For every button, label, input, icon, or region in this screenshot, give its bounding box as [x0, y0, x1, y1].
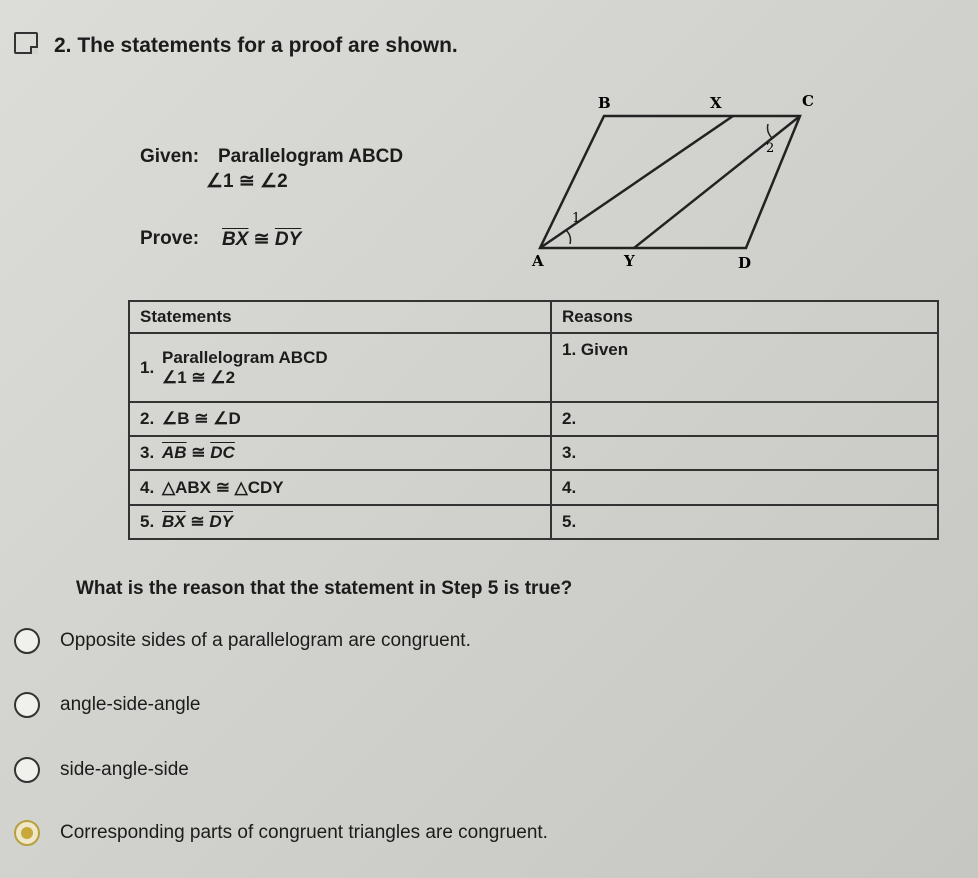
table-row [129, 505, 938, 539]
statement-5 [129, 505, 551, 539]
step-number: 1. [140, 357, 155, 377]
step-number: 4. [140, 477, 155, 497]
given-label: Given: [140, 146, 200, 167]
reason-1: 1. Given [551, 333, 938, 402]
radio-button-icon[interactable] [14, 692, 40, 718]
answer-option-label: angle-side-angle [60, 694, 201, 715]
segment-bx: $\overline{BX}$ [222, 229, 249, 250]
prove-label: Prove: [140, 228, 200, 249]
step-number: 5. [140, 511, 155, 531]
congruent-symbol: ≅ [185, 511, 210, 531]
statement-4-text: △ABX ≅ △CDY [162, 477, 284, 497]
statement-1-line1: Parallelogram ABCD [162, 347, 328, 367]
label-d: D [738, 254, 752, 272]
label-angle-2: 2 [766, 141, 775, 156]
statement-1 [129, 333, 551, 402]
radio-button-icon[interactable] [14, 757, 40, 783]
segment-ax [540, 116, 733, 248]
statement-3 [129, 436, 551, 470]
header-reasons: Reasons [551, 301, 938, 333]
segment-yc [634, 116, 800, 248]
parallelogram-abcd [540, 116, 800, 248]
congruent-symbol: ≅ [248, 229, 275, 250]
label-angle-1: 1 [572, 211, 581, 226]
segment-dy: $\overline{DY}$ [209, 511, 233, 531]
reason-2: 2. [551, 402, 938, 436]
reason-3: 3. [551, 436, 938, 470]
question-prompt: What is the reason that the statement in Step 5 is true? [76, 578, 573, 599]
segment-ab: $\overline{AB}$ [162, 443, 187, 463]
proof-table [128, 300, 939, 540]
label-c: C [802, 92, 814, 110]
label-b: B [598, 94, 611, 112]
parallelogram-diagram [520, 88, 820, 278]
statement-2 [129, 402, 551, 436]
question-title: 2. The statements for a proof are shown. [54, 34, 458, 57]
step-number: 2. [140, 408, 155, 428]
angle-mark-1 [566, 230, 571, 244]
reason-4: 4. [551, 470, 938, 504]
given-statement-1: Parallelogram ABCD [218, 146, 404, 167]
answer-option-1[interactable] [14, 626, 471, 656]
label-a: A [532, 252, 544, 270]
flag-icon[interactable] [14, 32, 38, 54]
answer-option-label: Corresponding parts of congruent triangles are congruent. [60, 822, 548, 843]
table-row [129, 436, 938, 470]
statement-1-line2: ∠1 ≅ ∠2 [162, 367, 236, 387]
statement-2-text: ∠B ≅ ∠D [162, 408, 241, 428]
given-statement-2: ∠1 ≅ ∠2 [206, 171, 288, 192]
answer-option-label: Opposite sides of a parallelogram are congruent. [60, 630, 471, 651]
segment-dy: $\overline{DY}$ [274, 229, 302, 250]
prove-statement [222, 228, 301, 251]
answer-option-label: side-angle-side [60, 759, 189, 780]
statement-4 [129, 470, 551, 504]
radio-button-selected-icon[interactable] [14, 820, 40, 846]
table-row [129, 402, 938, 436]
header-statements: Statements [129, 301, 551, 333]
answer-option-4[interactable] [14, 818, 548, 848]
radio-button-icon[interactable] [14, 628, 40, 654]
congruent-symbol: ≅ [186, 443, 211, 463]
answer-option-2[interactable] [14, 690, 201, 720]
segment-dc: $\overline{DC}$ [210, 443, 235, 463]
angle-mark-2 [768, 124, 773, 138]
table-header-row [129, 301, 938, 333]
table-row [129, 470, 938, 504]
reason-5: 5. [551, 505, 938, 539]
table-row [129, 333, 938, 402]
step-number: 3. [140, 443, 155, 463]
segment-bx: $\overline{BX}$ [162, 511, 186, 531]
answer-option-3[interactable] [14, 755, 189, 785]
label-y: Y [624, 252, 635, 270]
label-x: X [710, 94, 722, 112]
